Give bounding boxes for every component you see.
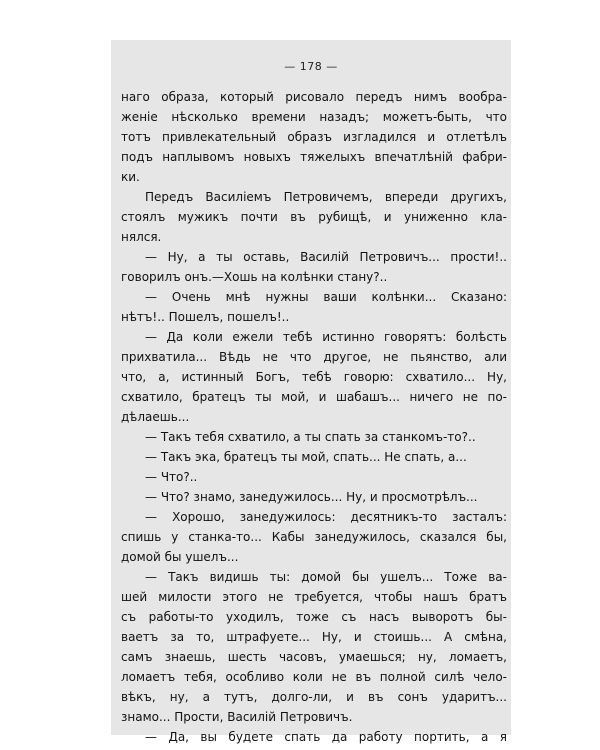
- text-line: ваетъ за то, штрафуете... Ну, и стоишь... А смѣна,: [121, 630, 507, 644]
- text-line: Передъ Василіемъ Петровичемъ, впереди другихъ,: [145, 190, 507, 204]
- text-line: прихватила... Вѣдь не что другое, не пьянство, али: [121, 350, 507, 364]
- text-line: домой бы ушелъ...: [121, 550, 239, 564]
- text-line: — Что?..: [145, 470, 198, 484]
- text-line: ки.: [121, 170, 140, 184]
- text-line: — Ну, а ты оставь, Василій Петровичъ... прости!..: [145, 250, 507, 264]
- text-line: наго образа, который рисовало передъ нимъ вообра-: [121, 90, 507, 104]
- text-line: женіе нѣсколько времени назадъ; можетъ-быть, что: [121, 110, 507, 124]
- text-line: ломаетъ тебя, особливо коли не въ полной силѣ чело-: [121, 670, 507, 684]
- text-line: подъ наплывомъ новыхъ тяжелыхъ впечатлѣній фабри-: [121, 150, 507, 164]
- text-line: — Да коли ежели тебѣ истинно говорятъ: болѣсть: [145, 330, 507, 344]
- text-line: дѣлаешь...: [121, 410, 190, 424]
- text-line: тотъ привлекательный образъ изгладился и отлетѣлъ: [121, 130, 507, 144]
- text-line: — Хорошо, занедужилось: десятникъ-то засталъ:: [145, 510, 507, 524]
- text-line: нѣтъ!.. Пошелъ, пошелъ!..: [121, 310, 290, 324]
- text-line: нялся.: [121, 230, 162, 244]
- text-line: вѣкъ, ну, а тутъ, долго-ли, и въ сонъ ударитъ...: [121, 690, 507, 704]
- text-line: знамо... Прости, Василій Петровичъ.: [121, 710, 353, 724]
- text-line: спишь у станка-то... Кабы занедужилось, сказался бы,: [121, 530, 507, 544]
- text-line: стоялъ мужикъ почти въ рубищѣ, и униженно кла-: [121, 210, 507, 224]
- text-line: — Такъ видишь ты: домой бы ушелъ... Тоже ва-: [145, 570, 507, 584]
- text-line: шей милости этого не требуется, чтобы нашъ братъ: [121, 590, 507, 604]
- text-line: — Да, вы будете спать да работу портить, а я: [145, 730, 507, 744]
- text-line: — Такъ тебя схватило, а ты спать за станкомъ-то?..: [145, 430, 476, 444]
- page-text: [121, 87, 507, 747]
- text-line: — Такъ эка, братецъ ты мой, спать... Не спать, а...: [145, 450, 467, 464]
- text-line: съ работы-то уходилъ, тоже съ насъ выворотъ бы-: [121, 610, 507, 624]
- text-line: что, а, истинный Богъ, тебѣ говорю: схватило... Ну,: [121, 370, 507, 384]
- book-page: [111, 40, 511, 744]
- text-line: — Что? знамо, занедужилось... Ну, и просмотрѣлъ...: [145, 490, 478, 504]
- text-line: схватило, братецъ ты мой, и шабашъ... ничего не по-: [121, 390, 507, 404]
- text-line: говорилъ онъ.—Хошь на колѣнки стану?..: [121, 270, 388, 284]
- text-line: — Очень мнѣ нужны ваши колѣнки... Сказано:: [145, 290, 507, 304]
- text-line: самъ знаешь, шесть часовъ, умаешься; ну, ломаетъ,: [121, 650, 507, 664]
- page-number: — 178 —: [284, 60, 338, 73]
